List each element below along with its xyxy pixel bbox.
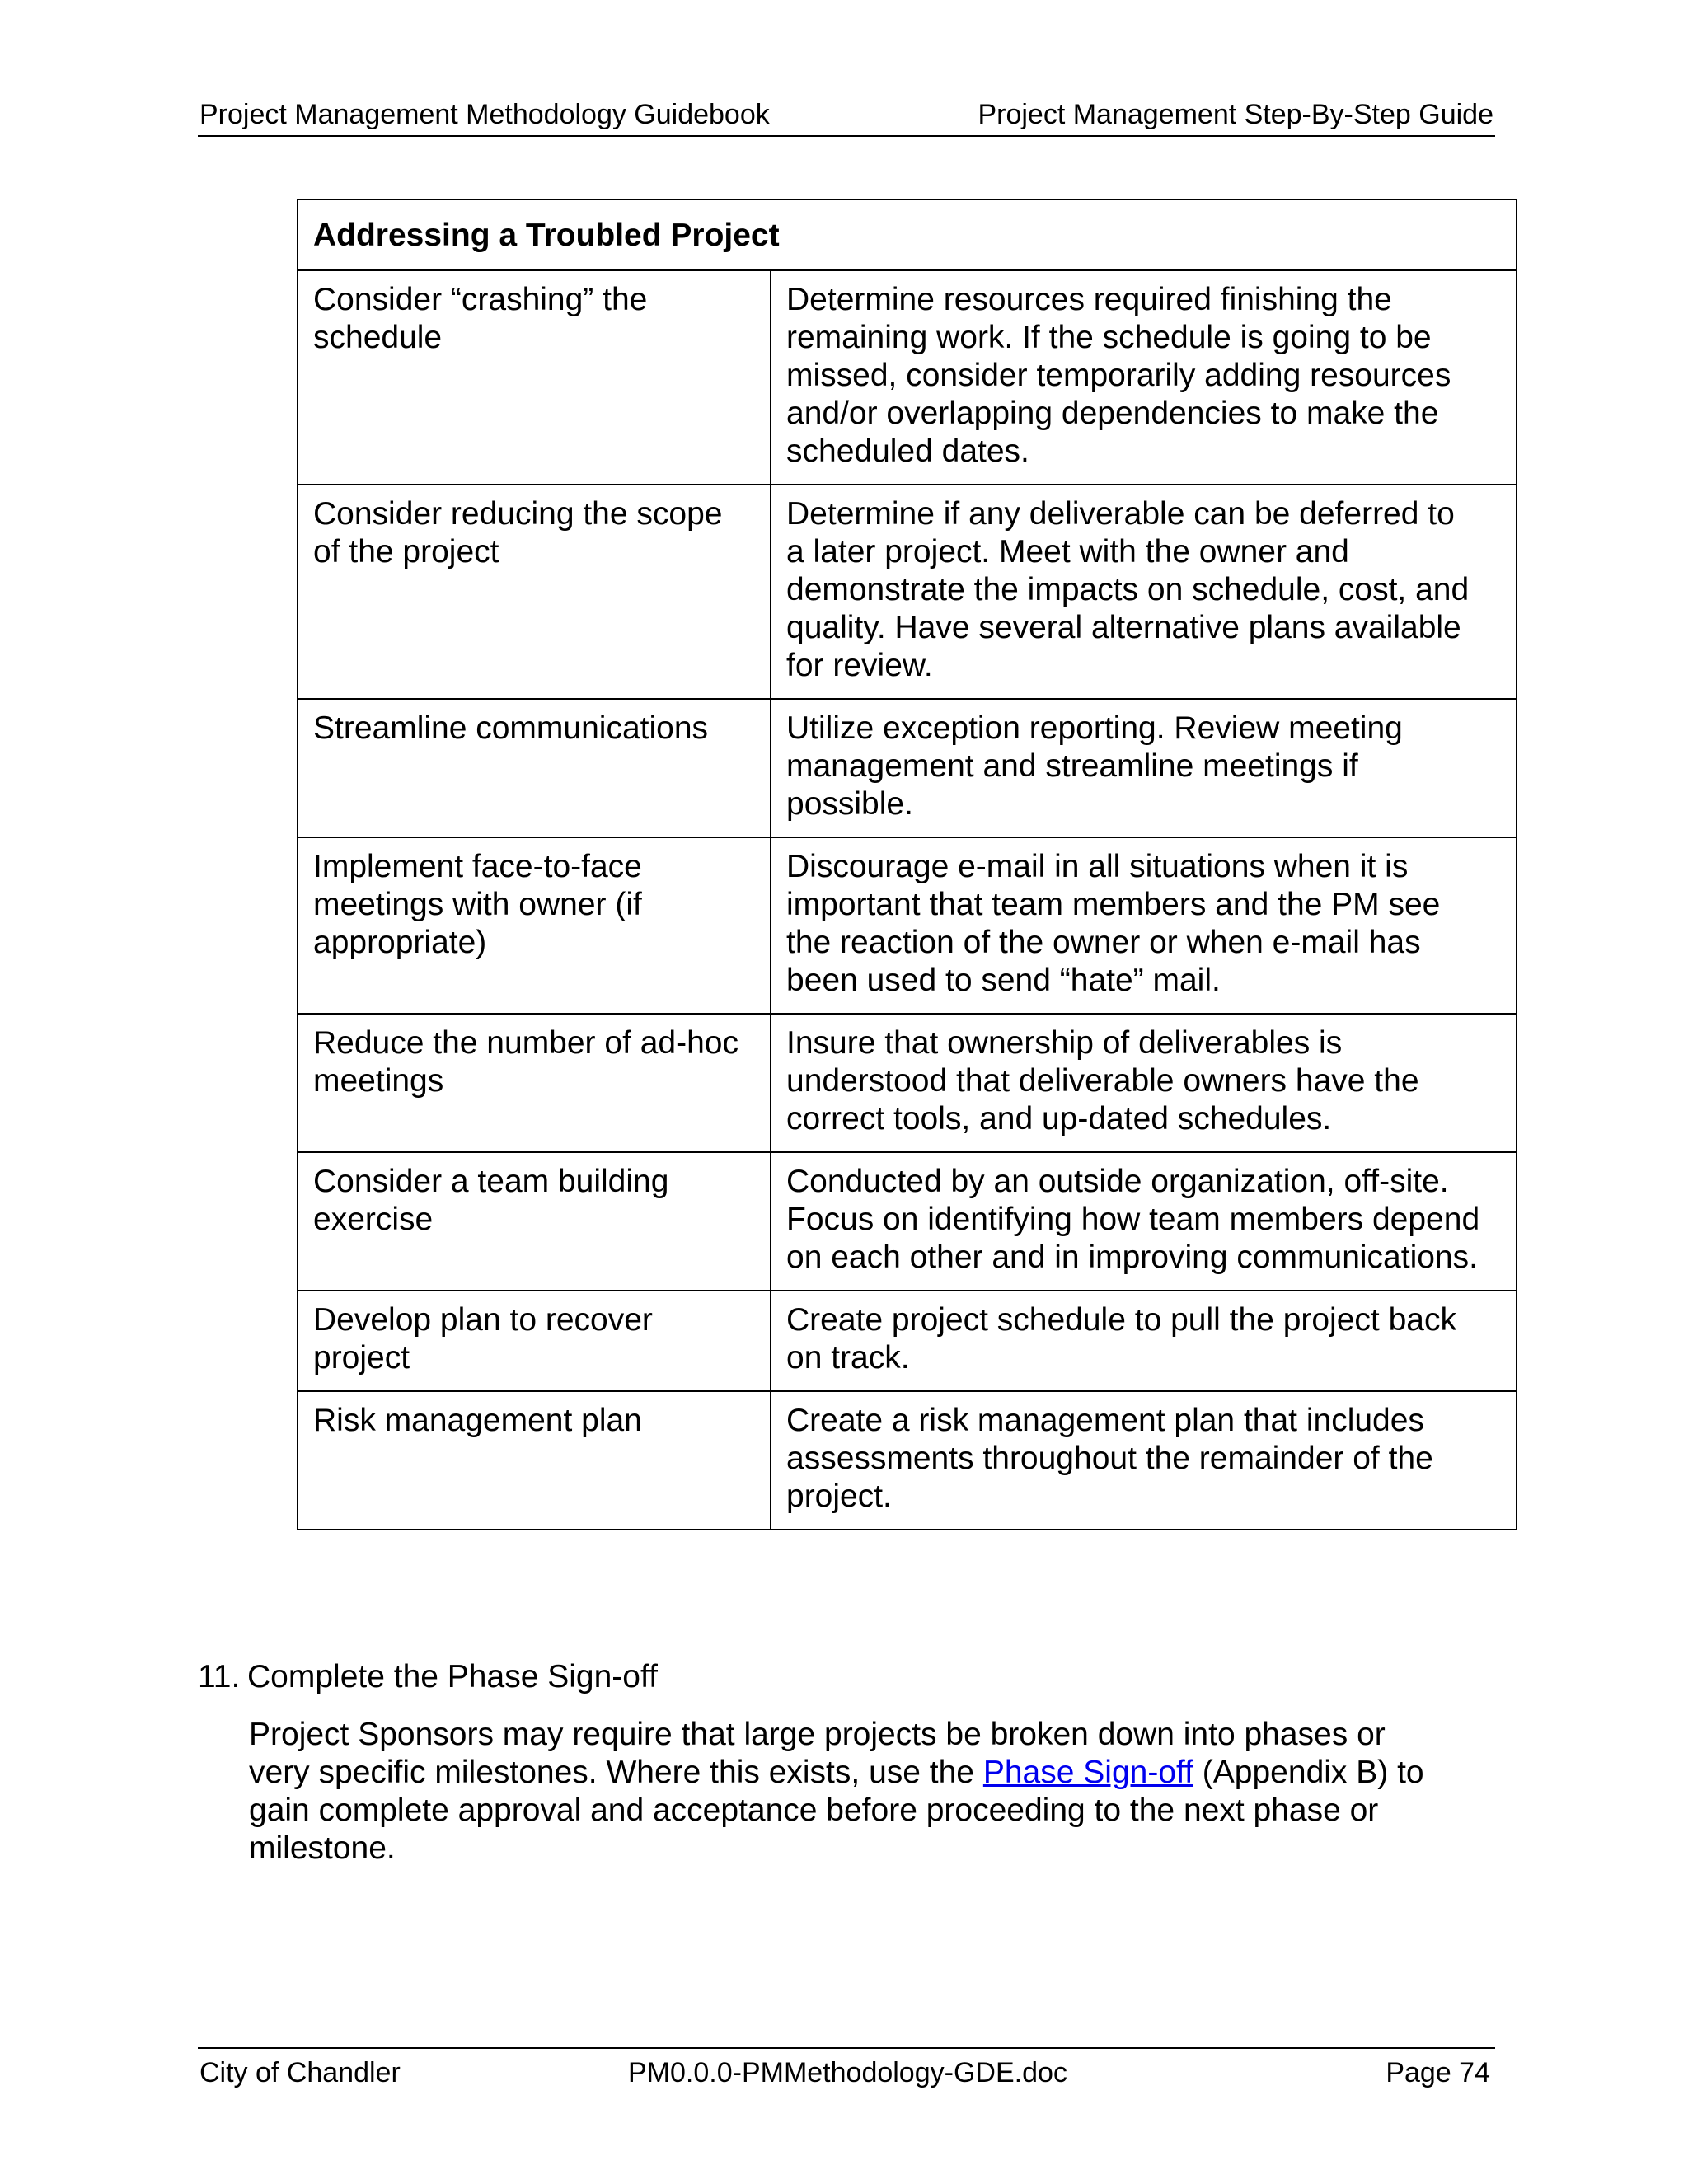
header-right-title: Project Management Step-By-Step Guide bbox=[978, 99, 1493, 130]
action-cell: Implement face-to-face meetings with owner (if appropriate) bbox=[298, 837, 771, 1014]
table-row bbox=[298, 1391, 1517, 1530]
action-cell: Streamline communications bbox=[298, 699, 771, 837]
action-cell: Reduce the number of ad-hoc meetings bbox=[298, 1014, 771, 1152]
step-body bbox=[249, 1716, 1502, 1868]
step-body-text: Project Sponsors may require that large projects be broken down into phases or very specific milestones. Where this exists, use the bbox=[249, 1717, 1386, 1790]
step-heading bbox=[198, 1658, 658, 1696]
step-body-text-continued: (Appendix B) to gain complete approval and acceptance before proceeding to the next phase or milestone. bbox=[249, 1755, 1424, 1866]
table-row bbox=[298, 837, 1517, 1014]
step-title: Complete the Phase Sign-off bbox=[247, 1659, 658, 1694]
action-cell: Develop plan to recover project bbox=[298, 1291, 771, 1391]
table-title: Addressing a Troubled Project bbox=[298, 199, 1517, 270]
page-header bbox=[198, 96, 1495, 137]
detail-cell: Insure that ownership of deliverables is understood that deliverable owners have the correct tools, and up-dated schedules. bbox=[771, 1014, 1517, 1152]
detail-cell: Discourage e-mail in all situations when it is important that team members and the PM see the reaction of the owner or when e-mail has been used to send “hate” mail. bbox=[771, 837, 1517, 1014]
action-cell: Risk management plan bbox=[298, 1391, 771, 1530]
troubled-project-table bbox=[297, 199, 1517, 1530]
action-cell: Consider “crashing” the schedule bbox=[298, 270, 771, 485]
table-row bbox=[298, 485, 1517, 699]
footer-filename: PM0.0.0-PMMethodology-GDE.doc bbox=[628, 2057, 1067, 2088]
header-left-title: Project Management Methodology Guidebook bbox=[199, 99, 770, 130]
footer-organization: City of Chandler bbox=[199, 2057, 401, 2088]
table-row bbox=[298, 1152, 1517, 1291]
detail-cell: Create a risk management plan that includes assessments throughout the remainder of the project. bbox=[771, 1391, 1517, 1530]
detail-cell: Conducted by an outside organization, off-site. Focus on identifying how team members depend on each other and in improving communications. bbox=[771, 1152, 1517, 1291]
table-row bbox=[298, 1291, 1517, 1391]
action-cell: Consider reducing the scope of the project bbox=[298, 485, 771, 699]
detail-cell: Create project schedule to pull the project back on track. bbox=[771, 1291, 1517, 1391]
footer-page-number: Page 74 bbox=[1386, 2057, 1490, 2088]
table-row bbox=[298, 1014, 1517, 1152]
page-footer bbox=[198, 2047, 1495, 2090]
action-cell: Consider a team building exercise bbox=[298, 1152, 771, 1291]
step-number: 11. bbox=[198, 1659, 241, 1694]
detail-cell: Determine resources required finishing the remaining work. If the schedule is going to be missed, consider temporarily adding resources and/or overlapping dependencies to make the scheduled dates. bbox=[771, 270, 1517, 485]
table-row bbox=[298, 699, 1517, 837]
table-row bbox=[298, 270, 1517, 485]
detail-cell: Utilize exception reporting. Review meeting management and streamline meetings if possible. bbox=[771, 699, 1517, 837]
detail-cell: Determine if any deliverable can be deferred to a later project. Meet with the owner and demonstrate the impacts on schedule, cost, and quality. Have several alternative plans available for review. bbox=[771, 485, 1517, 699]
table-header-row bbox=[298, 199, 1517, 270]
phase-sign-off-link[interactable]: Phase Sign-off bbox=[982, 1755, 1193, 1790]
